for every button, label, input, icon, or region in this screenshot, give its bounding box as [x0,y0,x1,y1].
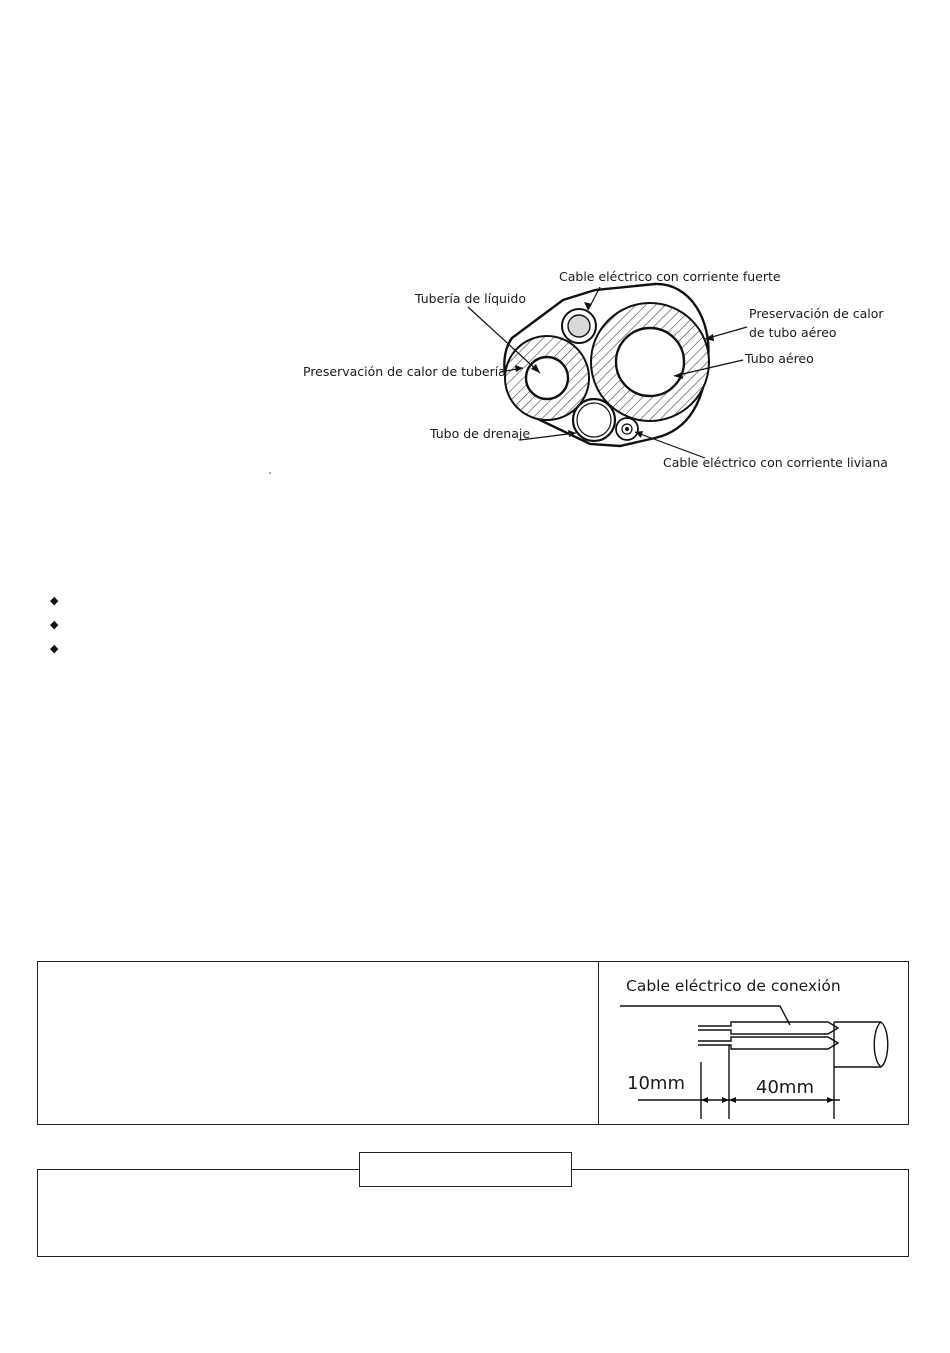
pipe-bundle-figure [0,0,950,500]
drain-pipe [573,399,615,441]
label-pipe-insulation: Preservación de calor de tubería [303,364,506,379]
diamond-icon: ◆ [50,594,59,607]
notice-tab [359,1152,572,1187]
diamond-icon: ◆ [50,642,59,655]
jacket-end [874,1022,888,1067]
liquid-pipe [526,357,568,399]
list-item [50,592,58,616]
dimension-10mm: 10mm [627,1073,685,1094]
dimension-40mm: 40mm [756,1077,814,1098]
cable-strip-figure [598,995,908,1123]
label-light-cable: Cable eléctrico con corriente liviana [663,455,888,470]
upper-wire [698,1022,838,1034]
bullet-list [50,592,58,664]
light-current-cable-dot [625,427,629,431]
lower-wire [698,1037,838,1049]
label-gas-pipe: Tubo aéreo [745,351,814,366]
list-item [50,640,58,664]
stray-dot [269,472,271,474]
strong-current-cable-core [568,315,590,337]
label-strong-cable: Cable eléctrico con corriente fuerte [559,269,781,284]
label-gas-insulation-1: Preservación de calor [749,306,884,321]
label-liquid-pipe: Tubería de líquido [415,291,526,306]
gas-pipe [616,328,684,396]
label-gas-insulation-2: de tubo aéreo [749,325,837,340]
label-drain-pipe: Tubo de drenaje [430,426,531,441]
connection-cable-title: Cable eléctrico de conexión [626,977,841,995]
list-item [50,616,58,640]
diamond-icon: ◆ [50,618,59,631]
